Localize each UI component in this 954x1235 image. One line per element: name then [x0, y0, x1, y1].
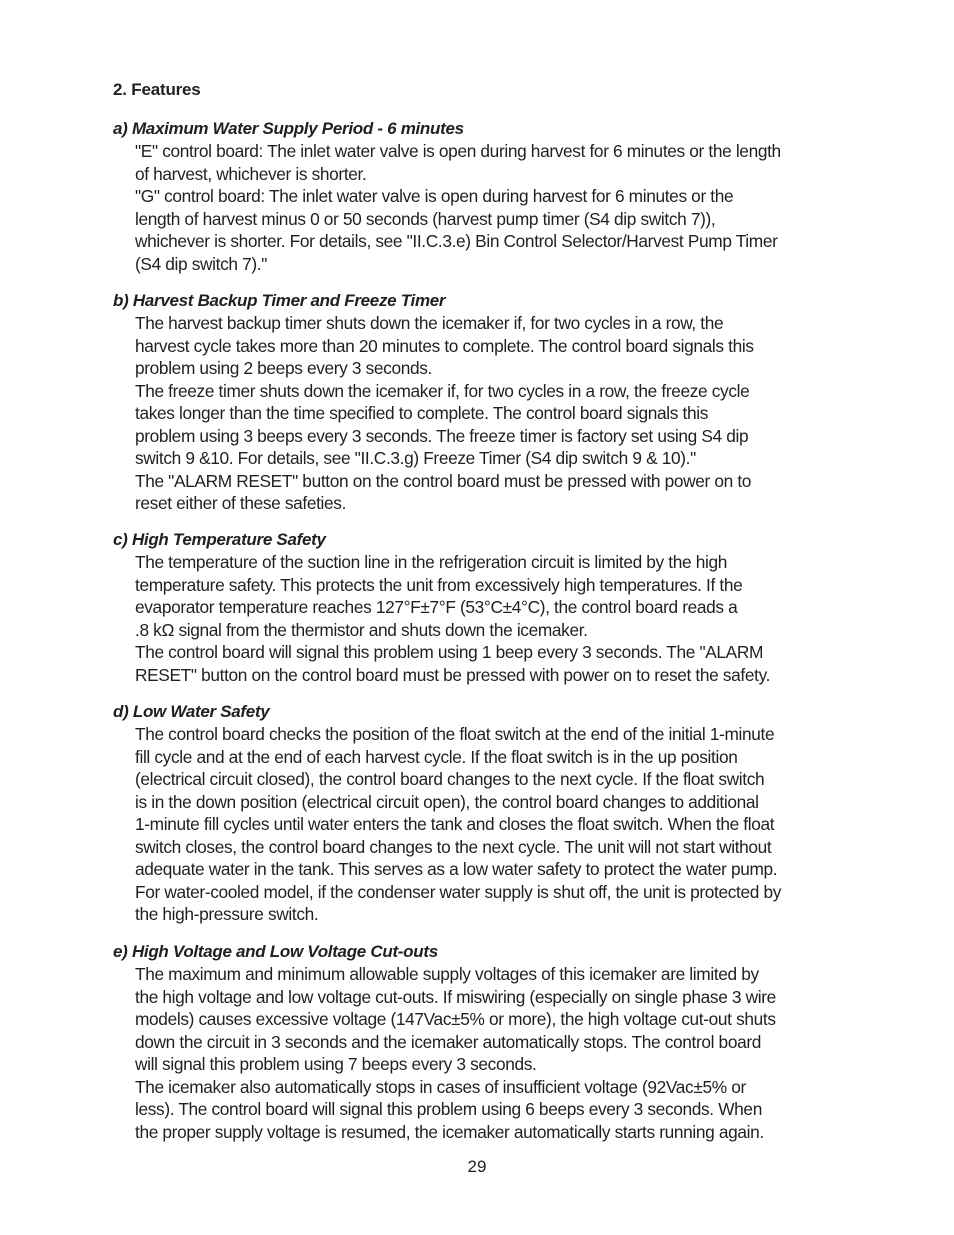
subsection-heading: e) High Voltage and Low Voltage Cut-outs — [113, 942, 438, 961]
paragraph-line: The icemaker also automatically stops in cases of insufficient voltage (92Vac±5% or — [135, 1076, 746, 1097]
paragraph-line: the high voltage and low voltage cut-outs. If miswiring (especially on single phase 3 wire — [135, 986, 776, 1007]
subsection-heading: a) Maximum Water Supply Period - 6 minutes — [113, 119, 464, 138]
paragraph-line: will signal this problem using 7 beeps every 3 seconds. — [135, 1054, 537, 1074]
paragraph-line: of harvest, whichever is shorter. — [135, 163, 367, 184]
subsection-heading: c) High Temperature Safety — [113, 530, 326, 549]
paragraph-line: The control board checks the position of the float switch at the end of the initial 1-minute — [135, 724, 775, 744]
paragraph-line: (electrical circuit closed), the control board changes to the next cycle. If the float switch — [135, 769, 765, 789]
paragraph-line: "E" control board: The inlet water valve is open during harvest for 6 minutes or the length — [135, 141, 781, 161]
paragraph-line: The maximum and minimum allowable supply voltages of this icemaker are limited by — [135, 964, 759, 984]
paragraph-line: evaporator temperature reaches 127°F±7°F (53°C±4°C), the control board reads a — [135, 597, 738, 617]
subsection-high-temperature-safety — [113, 529, 873, 686]
page-number: 29 — [467, 1157, 487, 1176]
paragraph-line: The temperature of the suction line in the refrigeration circuit is limited by the high — [135, 552, 727, 572]
paragraph-line: The harvest backup timer shuts down the icemaker if, for two cycles in a row, the — [135, 313, 724, 333]
paragraph-line: adequate water in the tank. This serves as a low water safety to protect the water pump. — [135, 859, 778, 879]
paragraph-line: the high-pressure switch. — [135, 904, 319, 924]
paragraph-line: whichever is shorter. For details, see "II.C.3.e) Bin Control Selector/Harvest Pump Timer — [135, 231, 778, 251]
paragraph-line: switch 9 &10. For details, see "II.C.3.g) Freeze Timer (S4 dip switch 9 & 10)." — [135, 448, 696, 468]
paragraph-line: The control board will signal this problem using 1 beep every 3 seconds. The "ALARM — [135, 642, 764, 662]
paragraph-line: models) causes excessive voltage (147Vac±5% or more), the high voltage cut-out shuts — [135, 1009, 776, 1029]
paragraph-line: For water-cooled model, if the condenser water supply is shut off, the unit is protected by — [135, 881, 781, 902]
paragraph-line: temperature safety. This protects the unit from excessively high temperatures. If the — [135, 574, 743, 595]
paragraph-line: The freeze timer shuts down the icemaker if, for two cycles in a row, the freeze cycle — [135, 380, 750, 401]
subsection-max-water-supply — [113, 118, 873, 275]
paragraph-line: RESET" button on the control board must be pressed with power on to reset the safety. — [135, 664, 771, 685]
subsection-harvest-backup-timer — [113, 290, 873, 515]
subsection-low-water-safety — [113, 701, 873, 926]
paragraph-line: length of harvest minus 0 or 50 seconds (harvest pump timer (S4 dip switch 7)), — [135, 208, 716, 229]
paragraph-line: the proper supply voltage is resumed, the icemaker automatically starts running again. — [135, 1121, 764, 1142]
paragraph-line: The "ALARM RESET" button on the control board must be pressed with power on to — [135, 470, 752, 491]
paragraph-line: "G" control board: The inlet water valve is open during harvest for 6 minutes or the — [135, 186, 734, 206]
paragraph-line: down the circuit in 3 seconds and the icemaker automatically stops. The control board — [135, 1031, 762, 1052]
paragraph-line: takes longer than the time specified to complete. The control board signals this — [135, 403, 709, 423]
paragraph-line: harvest cycle takes more than 20 minutes to complete. The control board signals this — [135, 335, 754, 356]
paragraph-line: .8 kΩ signal from the thermistor and shuts down the icemaker. — [135, 619, 588, 640]
subsection-heading: b) Harvest Backup Timer and Freeze Timer — [113, 291, 446, 310]
paragraph-line: 1-minute fill cycles until water enters the tank and closes the float switch. When the float — [135, 814, 775, 834]
paragraph-line: problem using 3 beeps every 3 seconds. The freeze timer is factory set using S4 dip — [135, 425, 749, 446]
paragraph-line: (S4 dip switch 7)." — [135, 253, 268, 274]
paragraph-line: reset either of these safeties. — [135, 493, 347, 513]
subsection-heading: d) Low Water Safety — [113, 702, 270, 721]
paragraph-line: fill cycle and at the end of each harvest cycle. If the float switch is in the up position — [135, 746, 738, 767]
paragraph-line: less). The control board will signal this problem using 6 beeps every 3 seconds. When — [135, 1099, 762, 1119]
paragraph-line: problem using 2 beeps every 3 seconds. — [135, 358, 432, 378]
paragraph-line: is in the down position (electrical circuit open), the control board changes to additional — [135, 791, 759, 812]
paragraph-line: switch closes, the control board changes to the next cycle. The unit will not start without — [135, 836, 772, 857]
section-title: 2. Features — [113, 80, 201, 99]
subsection-voltage-cutouts — [113, 941, 873, 1143]
